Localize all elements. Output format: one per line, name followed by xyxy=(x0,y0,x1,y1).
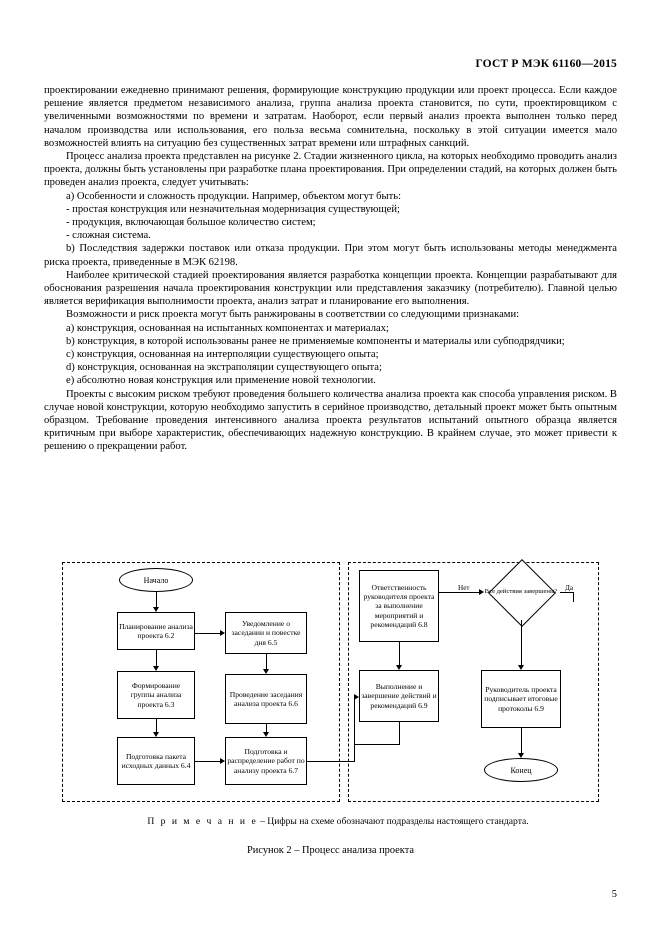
connector-distribute-responsibility-v xyxy=(354,697,355,761)
paragraph-7: b) Последствия задержки поставок или отказа продукции. При этом могут быть использованы методы менеджмента риска проекта, приведенные в МЭК 62198. xyxy=(44,243,617,268)
paragraph-2: Процесс анализа проекта представлен на рисунке 2. Стадии жизненного цикла, на которых необходимо проводить анализ проекта, должны быть установлены при разработке плана проектирования. При определении стадий, на которых должен быть проведен анализ проекта, следует учитывать: xyxy=(44,151,617,189)
paragraph-6: - сложная система. xyxy=(66,230,151,242)
body-text xyxy=(44,84,617,454)
label-yes: Да xyxy=(565,584,574,592)
connector-decision-yes-v xyxy=(573,592,574,602)
paragraph-10: a) конструкция, основанная на испытанных компонентах и материалах; xyxy=(66,322,389,334)
label-no: Нет xyxy=(458,584,470,592)
page-number: 5 xyxy=(611,889,617,900)
node-prepare-data: Подготовка пакета исходных данных 6.4 xyxy=(117,737,195,785)
connector-group-prepare xyxy=(156,719,157,732)
arrow-decision-manager xyxy=(518,665,524,670)
arrow-group-prepare xyxy=(153,732,159,737)
node-distribute-work: Подготовка и распределение работ по анализу проекта 6.7 xyxy=(225,737,307,785)
connector-completion-loop-h xyxy=(354,744,400,745)
connector-responsibility-decision xyxy=(439,592,481,593)
arrow-manager-end xyxy=(518,753,524,758)
paragraph-1: проектировании ежедневно принимают решения, формирующие конструкцию продукции или проект процесса. Если каждое решение является предметом независимого анализа, группа анализа проекта становится, по сути, проектировщиком с увеличенными возможностями по времени и затратам. Наоборот, если первый анализ проекта выполнен только перед началом производства или использования, его польза весьма сомнительна, поскольку в этой ситуации имеется мало возможностей влиять на ситуацию без существенных затрат времени или штрафных санкций. xyxy=(44,85,617,149)
node-end: Конец xyxy=(484,758,558,782)
paragraph-11: b) конструкция, в которой использованы ранее не применяемые компоненты и материалы или субподрядчики; xyxy=(66,335,565,347)
paragraph-8: Наиболее критической стадией проектирования является разработка концепции проекта. Концепции разрабатывают для обоснования разрешения начала проектирования конструкции или представления заказчику (потребителю). Главной целью является верификация выполнимости проекта, анализ затрат и планирование его выполнения. xyxy=(44,269,617,308)
connector-decision-yes xyxy=(560,592,574,593)
node-manager-signs: Руководитель проекта подписывает итоговые протоколы 6.9 xyxy=(481,670,561,728)
arrow-distribute-responsibility xyxy=(354,694,359,700)
node-notice: Уведомление о заседании и повестке дня 6.5 xyxy=(225,612,307,654)
paragraph-4: - простая конструкция или незначительная модернизация существующей; xyxy=(66,203,400,215)
connector-notice-meeting xyxy=(266,654,267,669)
note-prefix: П р и м е ч а н и е xyxy=(147,816,258,827)
paragraph-3: a) Особенности и сложность продукции. Например, объектом могут быть: xyxy=(66,190,402,202)
page-header: ГОСТ Р МЭК 61160—2015 xyxy=(475,58,617,70)
arrow-notice-meeting xyxy=(263,669,269,674)
connector-distribute-responsibility xyxy=(307,761,355,762)
figure-caption: Рисунок 2 – Процесс анализа проекта xyxy=(247,845,414,856)
arrow-responsibility-completion xyxy=(396,665,402,670)
node-responsibility: Ответственность руководителя проекта за выполнение мероприятий и рекомендаций 6.8 xyxy=(359,570,439,642)
connector-prepare-meeting xyxy=(195,761,220,762)
paragraph-12: c) конструкция, основанная на интерполяции существующего опыта; xyxy=(66,349,379,361)
arrow-meeting-distribute xyxy=(263,732,269,737)
connector-planning-notice xyxy=(195,633,220,634)
paragraph-13: d) конструкция, основанная на экстраполяции существующего опыта; xyxy=(66,362,382,374)
connector-planning-group xyxy=(156,650,157,666)
node-start: Начало xyxy=(119,568,193,592)
connector-responsibility-completion xyxy=(399,642,400,665)
node-completion: Выполнение и завершение действий и рекомендаций 6.9 xyxy=(359,670,439,722)
arrow-planning-group xyxy=(153,666,159,671)
arrow-start-planning xyxy=(153,607,159,612)
arrow-planning-notice xyxy=(220,630,225,636)
paragraph-5: - продукция, включающая большое количество систем; xyxy=(66,217,316,229)
node-meeting: Проведение заседания анализа проекта 6.6 xyxy=(225,674,307,724)
connector-decision-manager xyxy=(521,620,522,665)
connector-start-planning xyxy=(156,592,157,607)
paragraph-15: Проекты с высоким риском требуют проведения большего количества анализа проекта как способа управления риском. В случае новой конструкции, которую необходимо запустить в серийное производство, детальный проект может быть опытным образцом. Требование проведения интенсивного анализа проекта результатов испытаний опытного образца является критичным при выборе характеристик, обеспечивающих надежную конструкцию. В крайнем случае, это может привести к решению о прекращении работ. xyxy=(44,388,617,453)
connector-meeting-distribute xyxy=(266,724,267,732)
node-decision-all-done: Все действия завершены? xyxy=(482,564,560,620)
connector-completion-loop-v xyxy=(399,722,400,744)
paragraph-14: e) абсолютно новая конструкция или применение новой технологии. xyxy=(66,375,376,387)
paragraph-9: Возможности и риск проекта могут быть ранжированы в соответствии со следующими признаками: xyxy=(66,309,520,321)
figure-process-diagram xyxy=(62,562,599,802)
connector-manager-end xyxy=(521,728,522,753)
node-planning: Планирование анализа проекта 6.2 xyxy=(117,612,195,650)
figure-note xyxy=(88,816,588,827)
note-text: – Цифры на схеме обозначают подразделы настоящего стандарта. xyxy=(257,816,529,827)
arrow-prepare-meeting xyxy=(220,758,225,764)
node-group-formation: Формирование группы анализа проекта 6.3 xyxy=(117,671,195,719)
